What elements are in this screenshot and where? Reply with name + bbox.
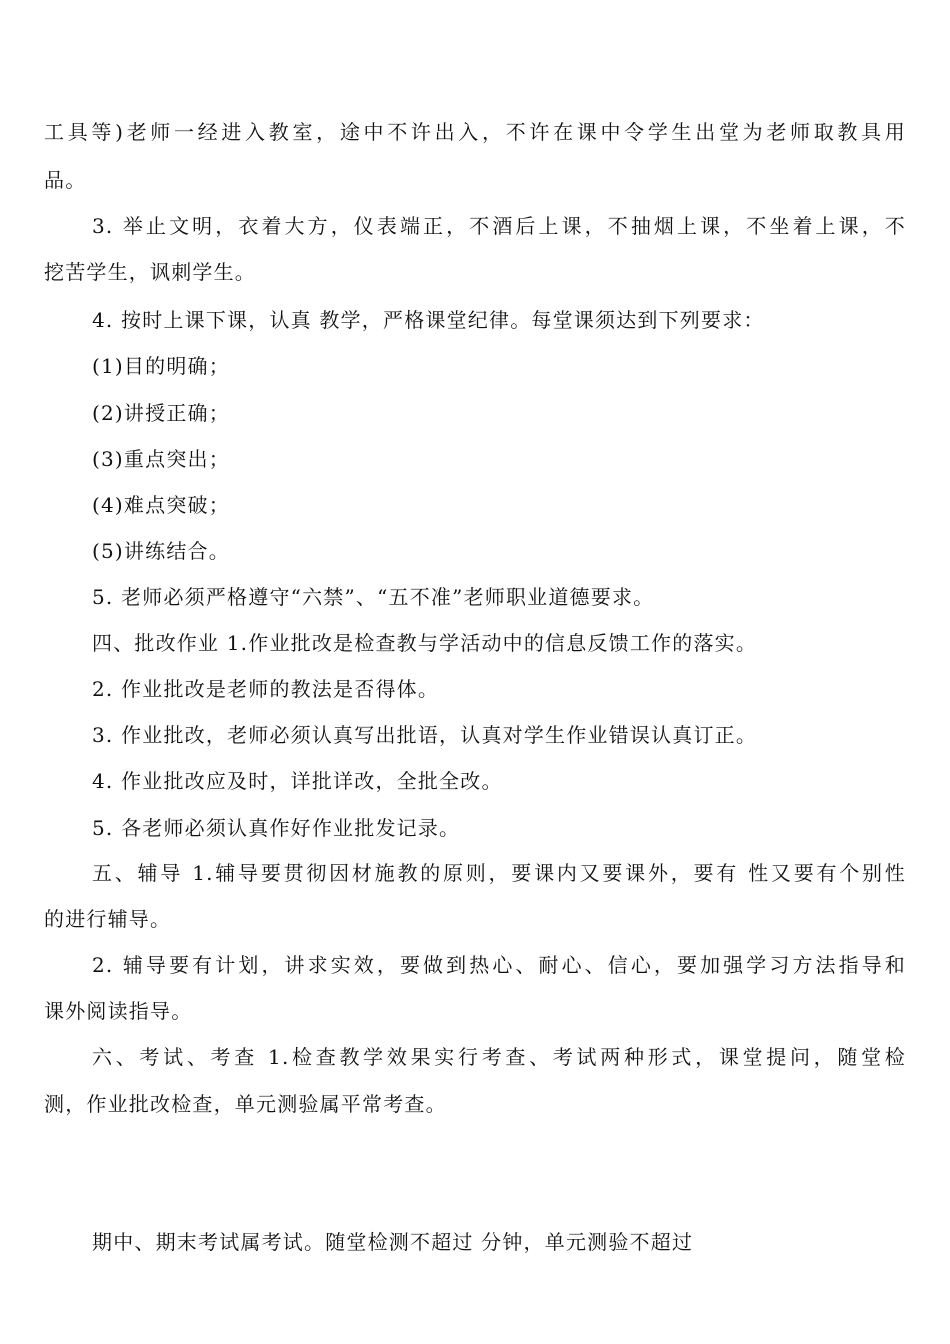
text-line: 5. 老师必须严格遵守“六禁”、“五不准”老师职业道德要求。 — [92, 585, 655, 609]
text-line: 测，作业批改检查，单元测验属平常考查。 — [44, 1092, 447, 1116]
text-line: 3. 举止文明，衣着大方，仪表端正，不酒后上课，不抽烟上课，不坐着上课，不 — [92, 214, 906, 238]
section-heading-line: 五、辅导 1.辅导要贯彻因材施教的原则，要课内又要课外，要有 性又要有个别性 — [92, 861, 906, 885]
list-item: (2)讲授正确； — [92, 401, 230, 425]
text-line: 的进行辅导。 — [44, 907, 172, 931]
text-line: 课外阅读指导。 — [44, 999, 193, 1023]
list-item: (5)讲练结合。 — [92, 539, 230, 563]
text-line: 5. 各老师必须认真作好作业批发记录。 — [92, 816, 461, 840]
list-item: (3)重点突出； — [92, 447, 230, 471]
text-line: 挖苦学生，讽刺学生。 — [44, 260, 256, 284]
text-line: 3. 作业批改，老师必须认真写出批语，认真对学生作业错误认真订正。 — [92, 723, 758, 747]
text-line: 4. 作业批改应及时，详批详改，全批全改。 — [92, 769, 503, 793]
text-line: 2. 作业批改是老师的教法是否得体。 — [92, 677, 440, 701]
text-line: 2. 辅导要有计划，讲求实效，要做到热心、耐心、信心，要加强学习方法指导和 — [92, 953, 906, 977]
list-item: (1)目的明确； — [92, 354, 230, 378]
text-line: 4. 按时上课下课，认真 教学，严格课堂纪律。每堂课须达到下列要求： — [92, 308, 765, 332]
text-line: 期中、期末考试属考试。随堂检测不超过 分钟，单元测验不超过 — [92, 1230, 694, 1254]
text-line: 工具等)老师一经进入教室，途中不许出入，不许在课中令学生出堂为老师取教具用 — [44, 120, 906, 144]
text-line: 品。 — [44, 168, 87, 192]
section-heading-line: 六、考试、考查 1.检查教学效果实行考查、考试两种形式，课堂提问，随堂检 — [92, 1045, 906, 1069]
section-heading-line: 四、批改作业 1.作业批改是检查教与学活动中的信息反馈工作的落实。 — [92, 631, 758, 655]
list-item: (4)难点突破； — [92, 493, 230, 517]
